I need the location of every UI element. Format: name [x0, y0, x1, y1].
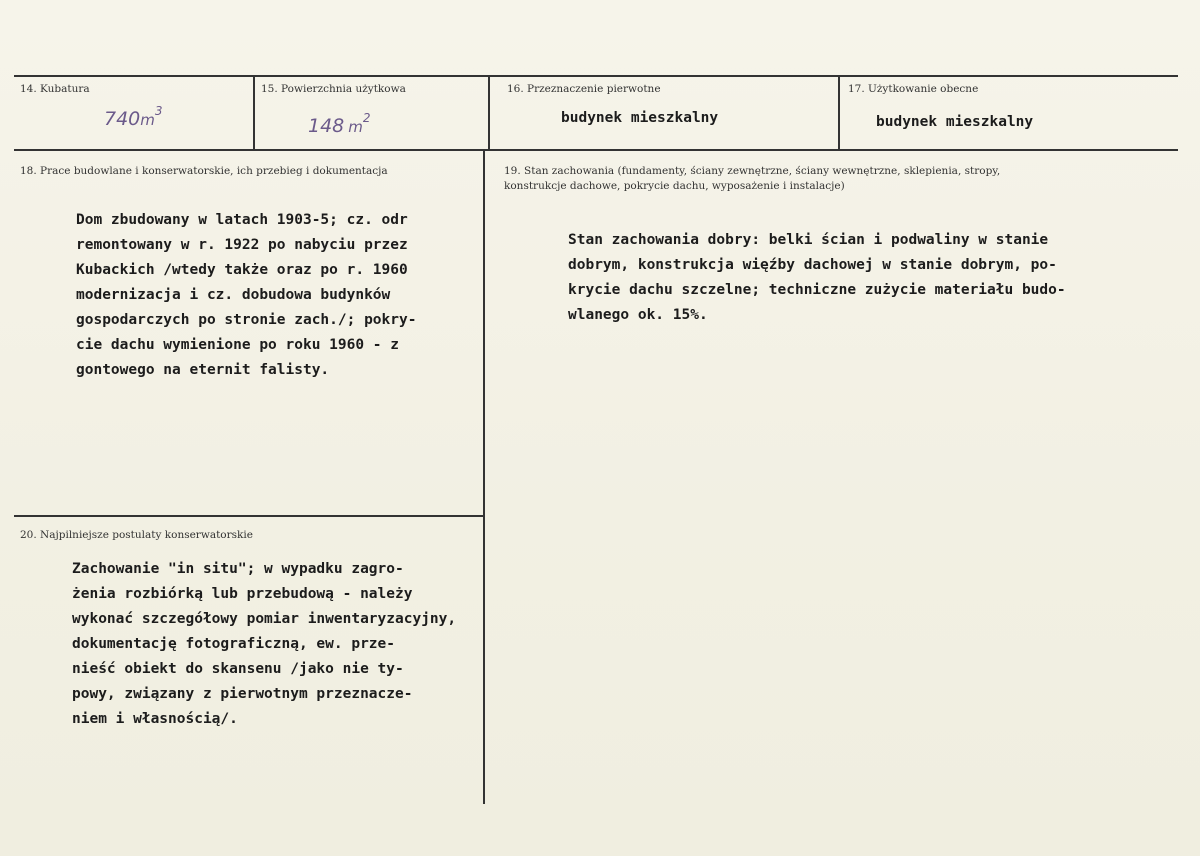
field-19-line: krycie dachu szczelne; techniczne zużycie materiału budo-: [568, 282, 1066, 298]
field-20-line: dokumentację fotograficzną, ew. prze-: [72, 636, 396, 652]
field-15-value: 148 $m^2$: [308, 111, 371, 137]
field-19-line: wlanego ok. 15%.: [568, 307, 708, 323]
field-20-line: wykonać szczegółowy pomiar inwentaryzacyjny,: [72, 611, 457, 627]
field-16-value: budynek mieszkalny: [561, 110, 719, 126]
field-18-line: Dom zbudowany w latach 1903-5; cz. odr: [76, 212, 408, 228]
field-17-label: 17. Użytkowanie obecne: [848, 83, 979, 95]
field-18-line: Kubackich /wtedy także oraz po r. 1960: [76, 262, 408, 278]
center-rule: [483, 149, 485, 804]
field-14-value: $740m^3$: [104, 104, 163, 130]
field-18-line: remontowany w r. 1922 po nabyciu przez: [76, 237, 408, 253]
field-20-label: 20. Najpilniejsze postulaty konserwatorskie: [20, 529, 253, 541]
field-20-line: nieść obiekt do skansenu /jako nie ty-: [72, 661, 404, 677]
field-18-line: gospodarczych po stronie zach./; pokry-: [76, 312, 417, 328]
field-20-line: żenia rozbiórką lub przebudową - należy: [72, 586, 413, 602]
field-14-label: 14. Kubatura: [20, 83, 90, 95]
field-17-value: budynek mieszkalny: [876, 114, 1034, 130]
row-rule-1: [14, 149, 1178, 151]
field-16-label: 16. Przeznaczenie pierwotne: [507, 83, 661, 95]
field-20-line: Zachowanie "in situ"; w wypadku zagro-: [72, 561, 404, 577]
field-20-line: powy, związany z pierwotnym przeznacze-: [72, 686, 413, 702]
field-19-line: dobrym, konstrukcja więźby dachowej w stanie dobrym, po-: [568, 257, 1057, 273]
top-rule: [14, 75, 1178, 77]
field-18-line: gontowego na eternit falisty.: [76, 362, 330, 378]
col-rule-1: [253, 75, 255, 151]
row-rule-2: [14, 515, 484, 517]
field-19-label-2: konstrukcje dachowe, pokrycie dachu, wyposażenie i instalacje): [504, 180, 845, 192]
col-rule-2: [488, 75, 490, 151]
field-15-label: 15. Powierzchnia użytkowa: [261, 83, 406, 95]
field-18-line: modernizacja i cz. dobudowa budynków: [76, 287, 391, 303]
col-rule-3: [838, 75, 840, 151]
field-19-label-1: 19. Stan zachowania (fundamenty, ściany zewnętrzne, ściany wewnętrzne, sklepienia, stropy,: [504, 165, 1001, 177]
field-19-line: Stan zachowania dobry: belki ścian i podwaliny w stanie: [568, 232, 1049, 248]
field-20-line: niem i własnością/.: [72, 711, 238, 727]
field-18-label: 18. Prace budowlane i konserwatorskie, ich przebieg i dokumentacja: [20, 165, 388, 177]
field-18-line: cie dachu wymienione po roku 1960 - z: [76, 337, 400, 353]
